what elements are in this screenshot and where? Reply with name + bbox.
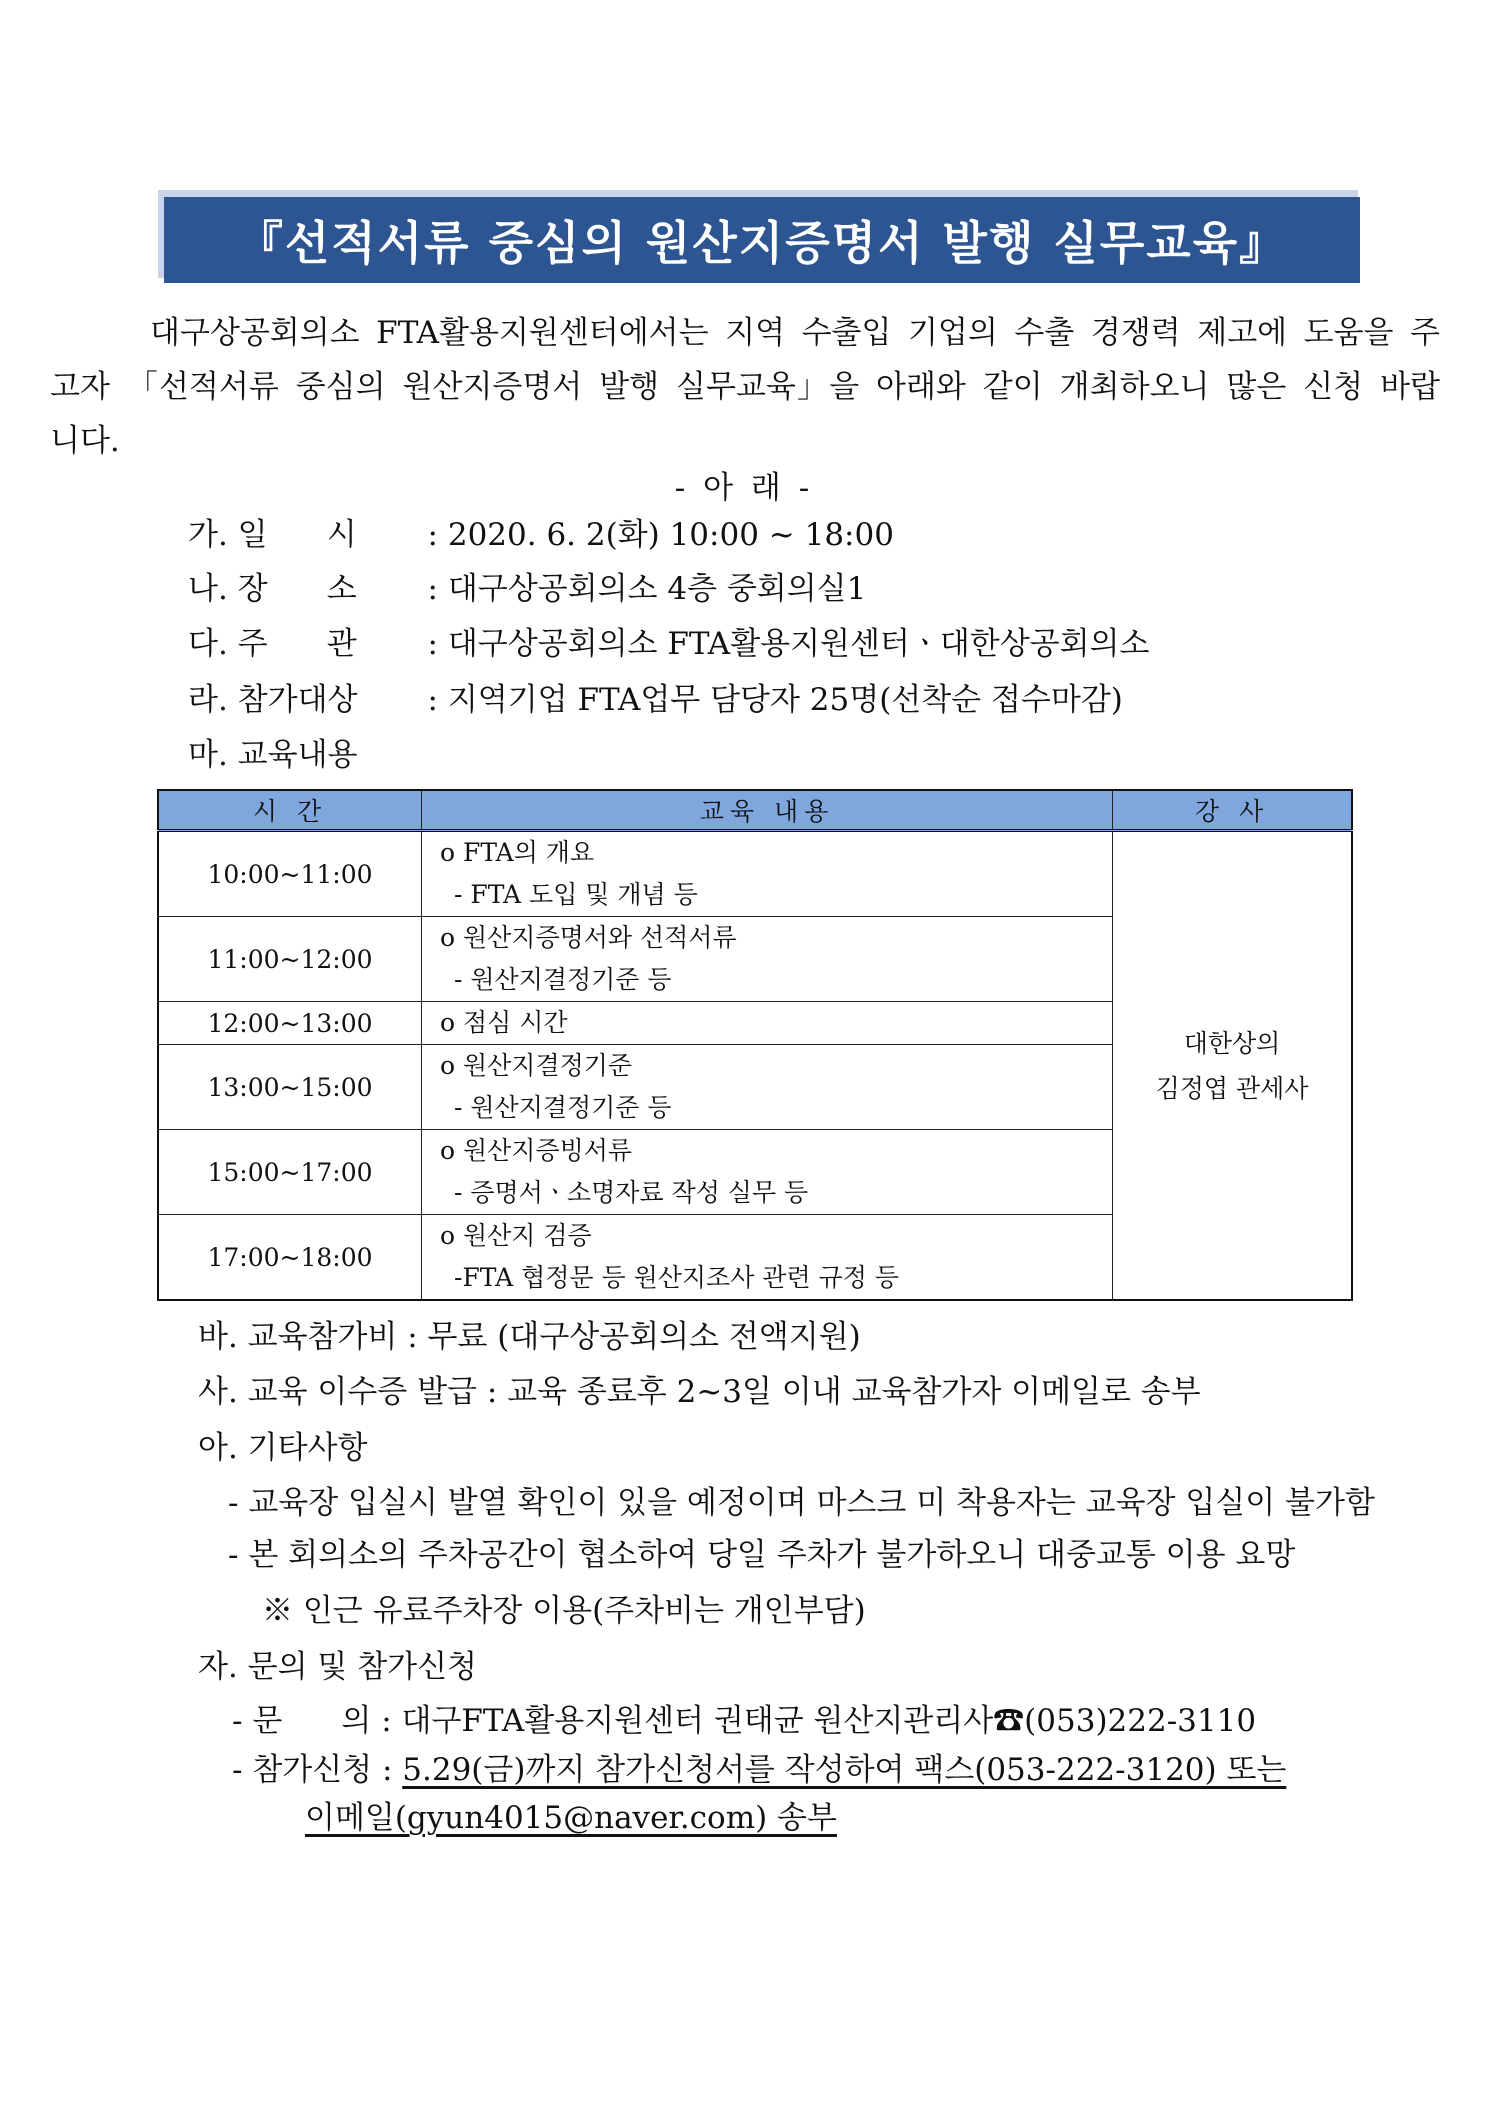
certificate-line: 사. 교육 이수증 발급 : 교육 종료후 2~3일 이내 교육참가자 이메일로 송부 — [198, 1374, 1201, 1410]
row-content — [422, 1130, 1113, 1215]
others-heading: 아. 기타사항 — [198, 1430, 368, 1466]
detail-marker: 나. — [188, 571, 228, 607]
row-time: 17:00~18:00 — [158, 1215, 422, 1301]
row-sub: - 증명서ㆍ소명자료 작성 실무 등 — [454, 1178, 809, 1207]
row-main: o 원산지증빙서류 — [440, 1136, 633, 1165]
detail-colon: : — [427, 517, 438, 553]
detail-marker: 다. — [188, 626, 228, 662]
others-item: - 본 회의소의 주차공간이 협소하여 당일 주차가 불가하오니 대중교통 이용 요망 — [228, 1537, 1296, 1573]
row-content — [422, 917, 1113, 1002]
detail-value: 대구상공회의소 FTA활용지원센터ㆍ대한상공회의소 — [447, 626, 1150, 662]
detail-host — [188, 624, 1149, 664]
inquiry-label: - 문 의 : — [232, 1703, 392, 1739]
row-time: 11:00~12:00 — [158, 917, 422, 1002]
detail-label: 교육내용 — [237, 737, 358, 773]
detail-value: 대구상공회의소 4층 중회의실1 — [447, 571, 867, 607]
detail-colon: : — [427, 571, 438, 607]
row-main: o 점심 시간 — [440, 1008, 568, 1037]
header-content: 교육 내용 — [422, 790, 1113, 831]
row-sub: -FTA 협정문 등 원산지조사 관련 규정 등 — [454, 1263, 899, 1292]
apply-value-cont: 이메일(gyun4015@naver.com) 송부 — [305, 1800, 837, 1836]
detail-value: 2020. 6. 2(화) 10:00 ~ 18:00 — [447, 517, 894, 553]
schedule-table — [157, 789, 1353, 1301]
row-main: o 원산지결정기준 — [440, 1051, 633, 1080]
row-main: o 원산지 검증 — [440, 1221, 592, 1250]
row-time: 10:00~11:00 — [158, 831, 422, 917]
detail-marker: 라. — [188, 682, 228, 718]
fee-line: 바. 교육참가비 : 무료 (대구상공회의소 전액지원) — [198, 1319, 861, 1355]
intro-paragraph — [50, 306, 1440, 468]
detail-marker: 마. — [188, 737, 228, 773]
detail-marker: 가. — [188, 517, 228, 553]
header-time: 시 간 — [158, 790, 422, 831]
row-content — [422, 831, 1113, 917]
apply-label: - 참가신청 : — [232, 1752, 393, 1788]
row-main: o FTA의 개요 — [440, 838, 595, 867]
detail-value: 지역기업 FTA업무 담당자 25명(선착순 접수마감) — [447, 682, 1123, 718]
contact-heading: 자. 문의 및 참가신청 — [198, 1649, 477, 1685]
header-lecturer: 강 사 — [1113, 790, 1353, 831]
table-row — [158, 831, 1352, 917]
lecturer-name: 김정엽 관세사 — [1155, 1073, 1309, 1103]
intro-text: 대구상공회의소 FTA활용지원센터에서는 지역 수출입 기업의 수출 경쟁력 제고에 도움을 주고자 「선적서류 중심의 원산지증명서 발행 실무교육」을 아래와 같이 개최하오니 많은 신청 바랍니다. — [50, 315, 1440, 459]
inquiry-value: 대구FTA활용지원센터 권태균 원산지관리사☎(053)222-3110 — [401, 1703, 1257, 1739]
notice-heading: - 아 래 - — [674, 470, 814, 506]
lecturer-org: 대한상의 — [1183, 1028, 1281, 1058]
detail-label: 주 관 — [237, 626, 357, 662]
detail-colon: : — [427, 682, 438, 718]
row-content — [422, 1002, 1113, 1045]
row-sub: - 원산지결정기준 등 — [454, 965, 672, 994]
detail-place — [188, 569, 866, 609]
inquiry-line — [232, 1701, 1256, 1741]
row-sub: - FTA 도입 및 개념 등 — [454, 880, 698, 909]
detail-colon: : — [427, 626, 438, 662]
detail-label: 참가대상 — [237, 682, 358, 718]
lecturer-cell — [1113, 831, 1353, 1301]
row-time: 15:00~17:00 — [158, 1130, 422, 1215]
document-title: 『선적서류 중심의 원산지증명서 발행 실무교육』 — [164, 197, 1360, 283]
detail-target — [188, 680, 1123, 720]
parking-note: ※ 인근 유료주차장 이용(주차비는 개인부담) — [262, 1593, 866, 1629]
row-content — [422, 1045, 1113, 1130]
apply-line — [232, 1750, 1286, 1790]
detail-content — [188, 735, 357, 775]
table-header-row — [158, 790, 1352, 831]
detail-label: 장 소 — [237, 571, 357, 607]
detail-label: 일 시 — [237, 517, 357, 553]
row-content — [422, 1215, 1113, 1301]
row-main: o 원산지증명서와 선적서류 — [440, 923, 737, 952]
detail-date — [188, 515, 894, 555]
row-time: 13:00~15:00 — [158, 1045, 422, 1130]
row-time: 12:00~13:00 — [158, 1002, 422, 1045]
others-item: - 교육장 입실시 발열 확인이 있을 예정이며 마스크 미 착용자는 교육장 입실이 불가함 — [228, 1485, 1375, 1521]
apply-value: 5.29(금)까지 참가신청서를 작성하여 팩스(053-222-3120) 또는 — [402, 1752, 1287, 1788]
row-sub: - 원산지결정기준 등 — [454, 1093, 672, 1122]
